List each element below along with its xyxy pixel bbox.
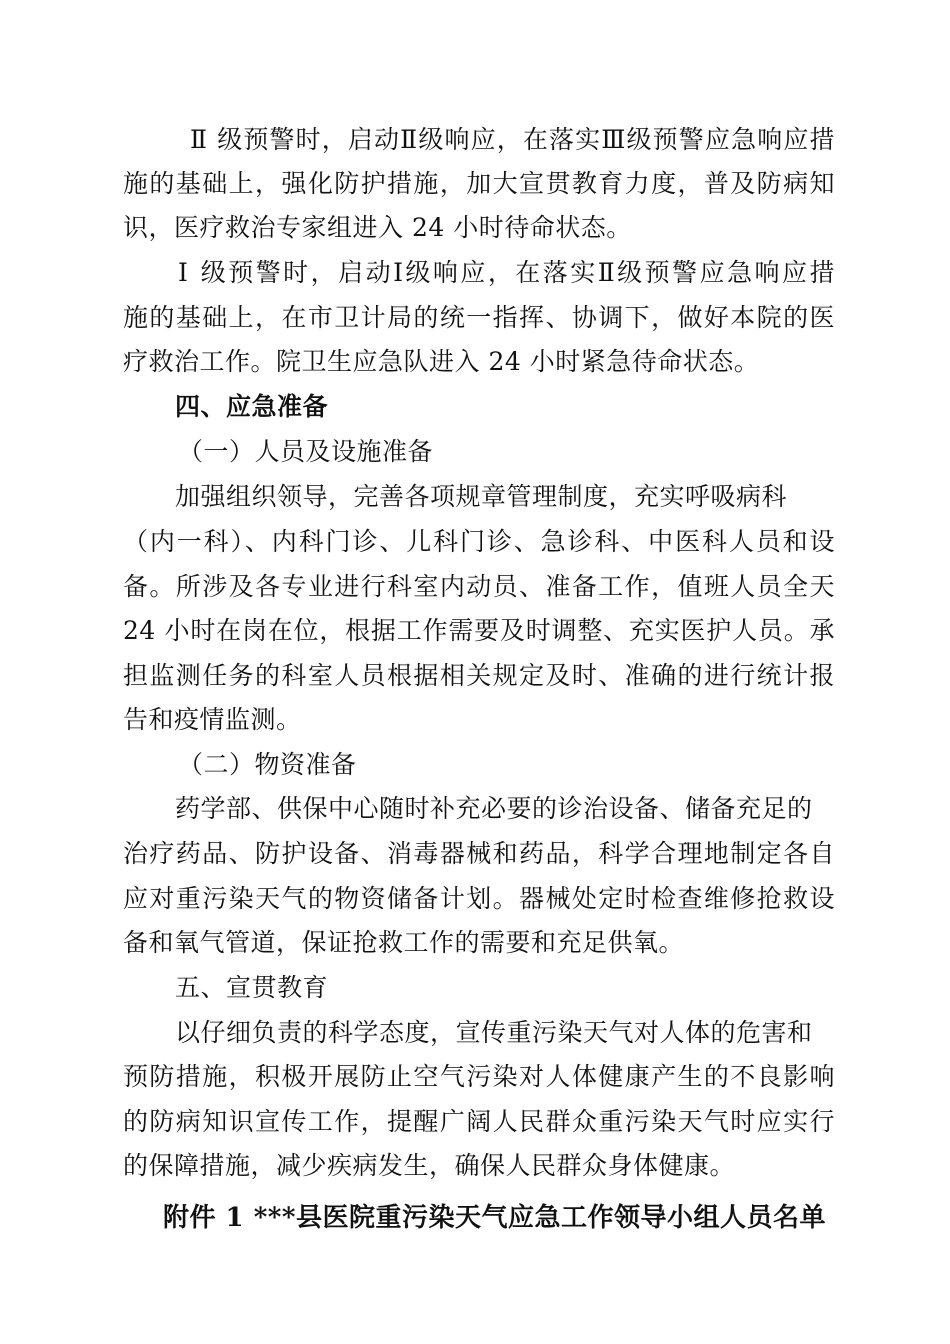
- subsection-heading: （二）物资准备: [178, 750, 357, 779]
- paragraph-line: 治疗药品、防护设备、消毒器械和药品，科学合理地制定各自: [123, 839, 835, 868]
- attachment-title: 附件 1 ***县医院重污染天气应急工作领导小组人员名单: [163, 1203, 826, 1233]
- paragraph-line: 的保障措施，减少疾病发生，确保人民群众身体健康。: [123, 1151, 736, 1180]
- paragraph-line: Ⅱ 级预警时，启动Ⅱ级响应，在落实Ⅲ级预警应急响应措: [190, 125, 835, 154]
- paragraph-line: 应对重污染天气的物资储备计划。器械处定时检查维修抢救设: [123, 884, 835, 913]
- paragraph-line: 预防措施，积极开展防止空气污染对人体健康产生的不良影响: [123, 1062, 835, 1091]
- paragraph-line: 24 小时在岗在位，根据工作需要及时调整、充实医护人员。承: [123, 616, 835, 645]
- section-heading: 四、应急准备: [175, 392, 329, 421]
- paragraph-line: 备。所涉及各专业进行科室内动员、准备工作，值班人员全天: [123, 572, 835, 601]
- paragraph-line: 疗救治工作。院卫生应急队进入 24 小时紧急待命状态。: [123, 347, 760, 376]
- paragraph-line: 药学部、供保中心随时补充必要的诊治设备、储备充足的: [175, 794, 813, 823]
- paragraph-line: 加强组织领导，完善各项规章管理制度，充实呼吸病科: [175, 482, 788, 511]
- subsection-heading: （一）人员及设施准备: [178, 437, 434, 466]
- paragraph-line: 施的基础上，强化防护措施，加大宣贯教育力度，普及防病知: [123, 169, 835, 198]
- paragraph-line: 担监测任务的科室人员根据相关规定及时、准确的进行统计报: [123, 661, 835, 690]
- paragraph-line: Ⅰ 级预警时，启动Ⅰ级响应，在落实Ⅱ级预警应急响应措: [178, 258, 835, 287]
- paragraph-line: （内一科）、内科门诊、儿科门诊、急诊科、中医科人员和设: [123, 527, 835, 556]
- paragraph-line: 施的基础上，在市卫计局的统一指挥、协调下，做好本院的医: [123, 303, 835, 332]
- paragraph-line: 以仔细负责的科学态度，宣传重污染天气对人体的危害和: [175, 1018, 813, 1047]
- paragraph-line: 的防病知识宣传工作，提醒广阔人民群众重污染天气时应实行: [123, 1107, 835, 1136]
- paragraph-line: 告和疫情监测。: [123, 705, 302, 734]
- paragraph-line: 识，医疗救治专家组进入 24 小时待命状态。: [123, 213, 632, 242]
- paragraph-line: 备和氧气管道，保证抢救工作的需要和充足供氧。: [123, 928, 685, 957]
- section-heading: 五、宣贯教育: [175, 973, 329, 1002]
